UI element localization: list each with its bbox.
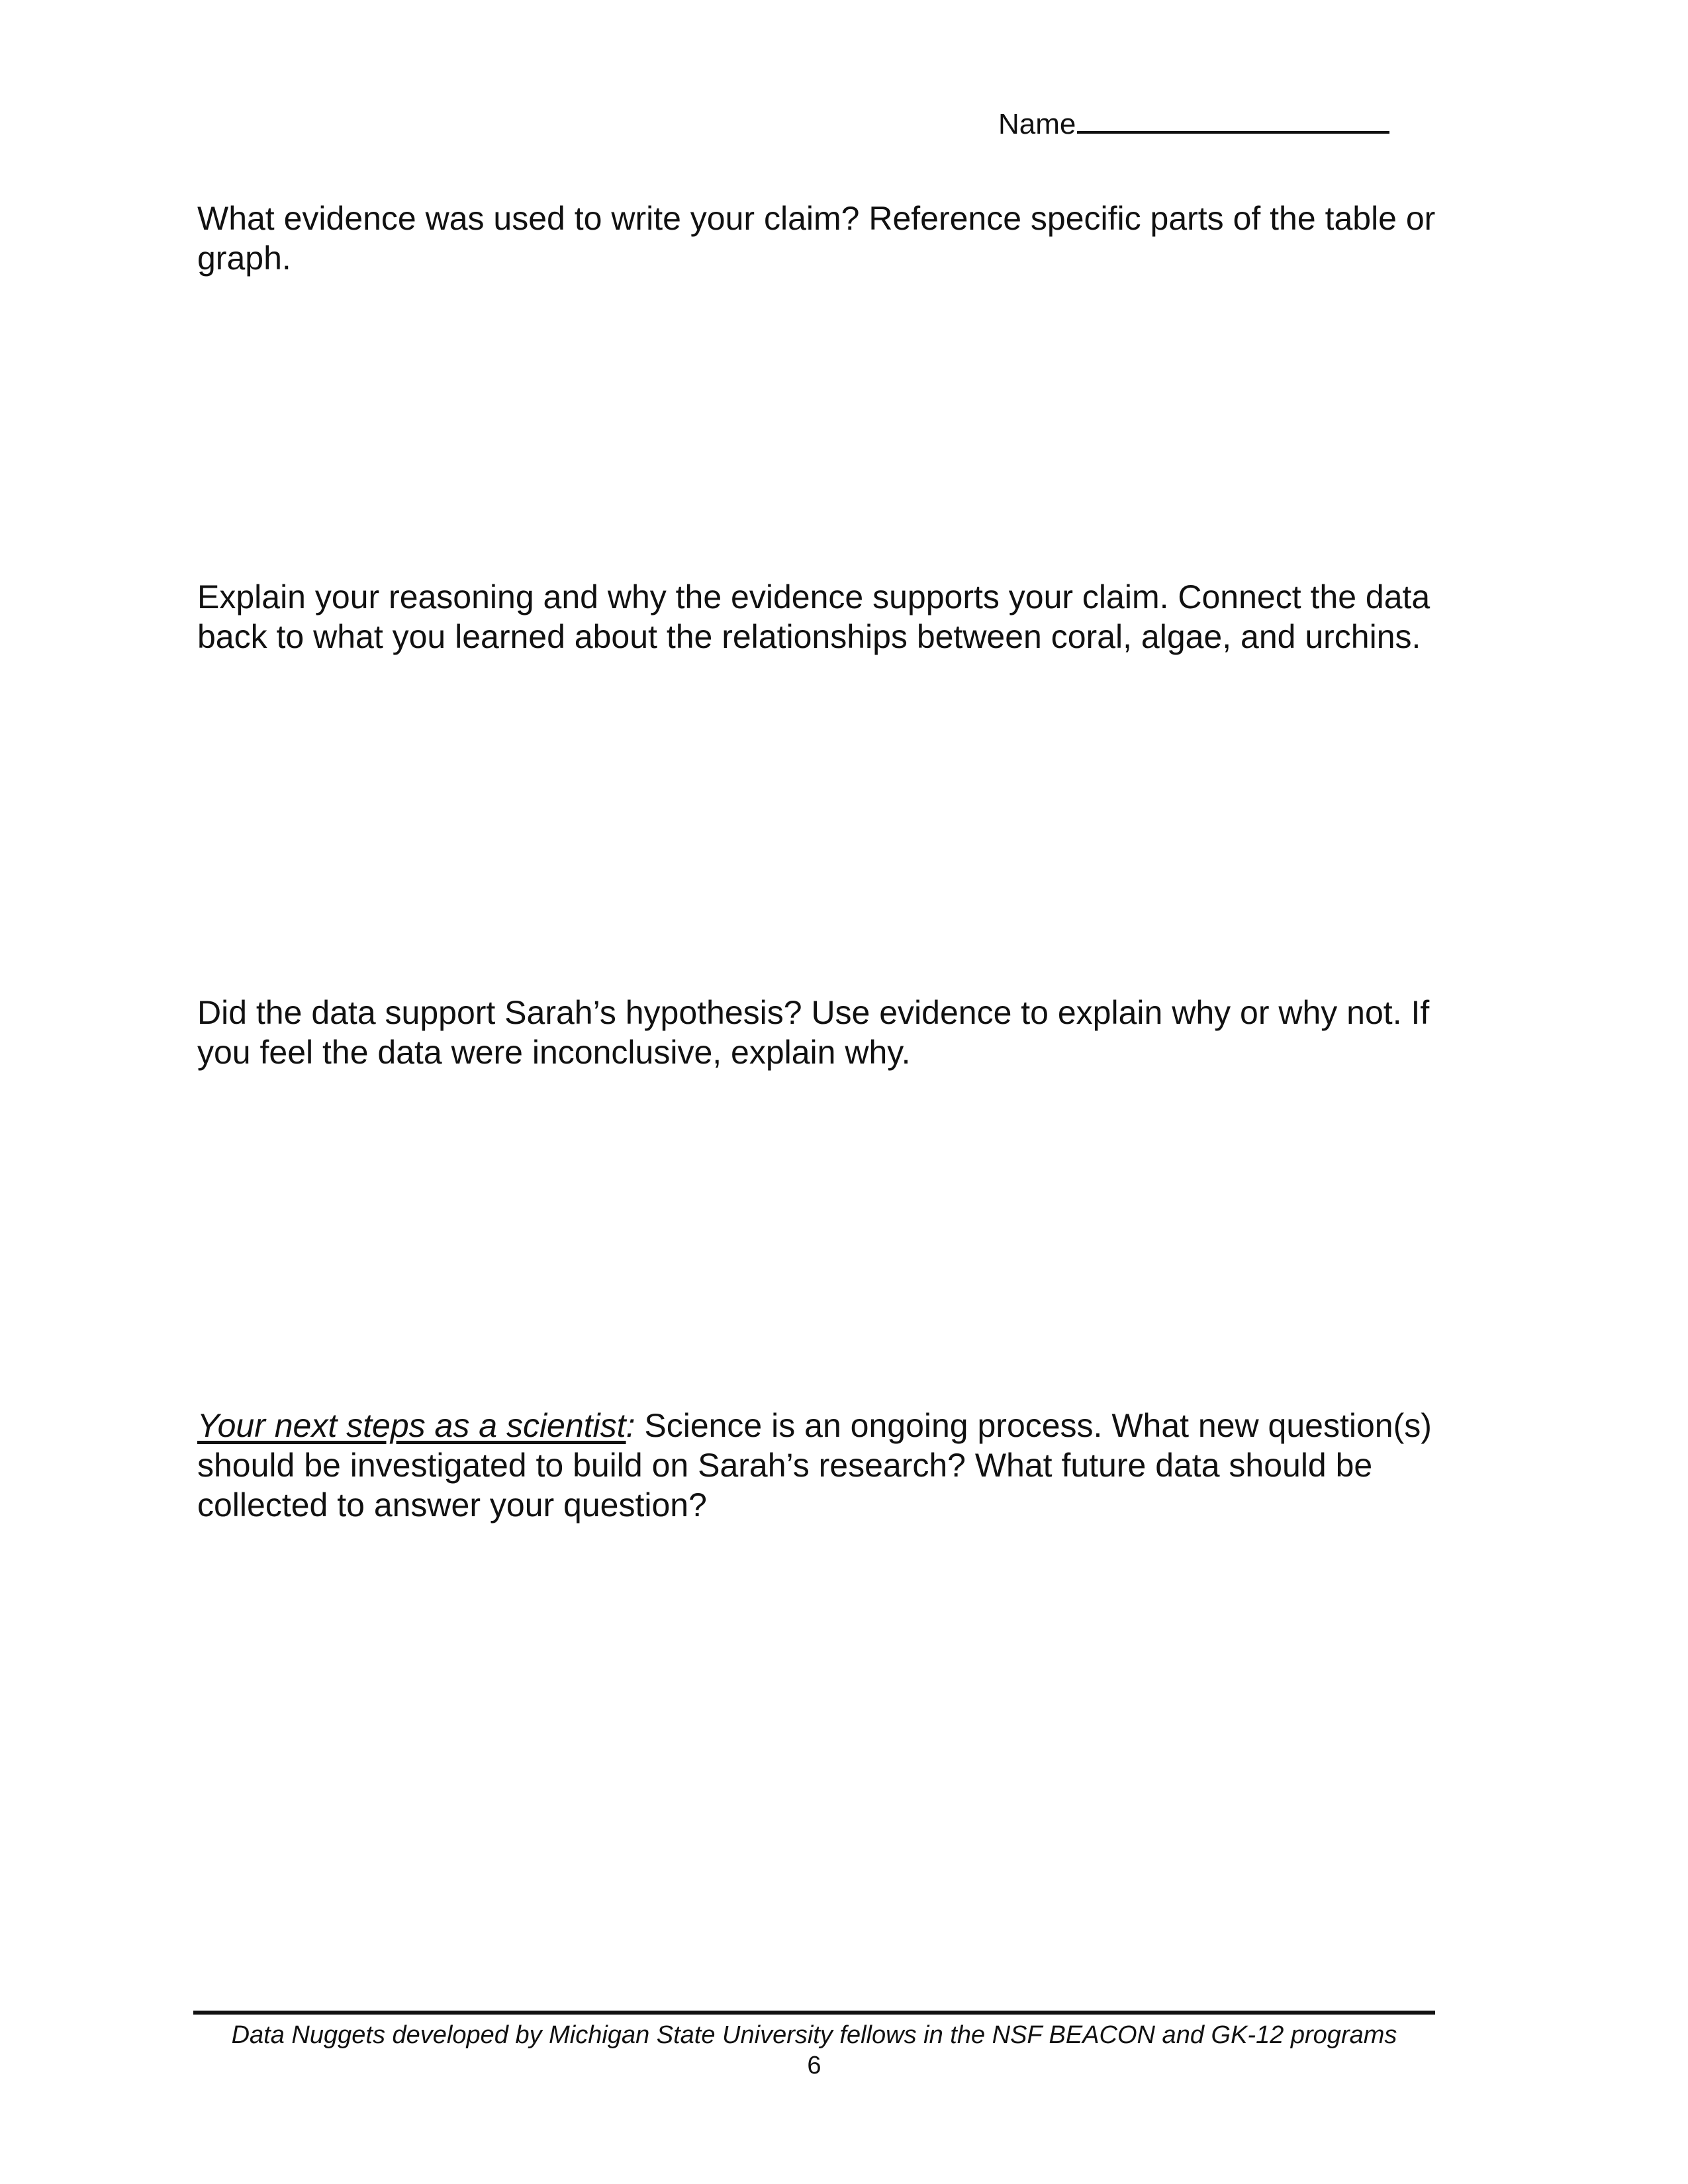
name-label: Name <box>998 108 1076 140</box>
reasoning-prompt: Explain your reasoning and why the evidence supports your claim. Connect the data back to what you learned about the relationships between coral, algae, and urchins. <box>197 578 1430 655</box>
page-number: 6 <box>807 2052 821 2079</box>
next-steps-colon: : <box>626 1407 635 1444</box>
next-steps-prompt <box>197 1406 1468 1525</box>
evidence-prompt: What evidence was used to write your claim? Reference specific parts of the table or graph. <box>197 200 1436 277</box>
footer-divider <box>193 2011 1435 2015</box>
name-blank-line[interactable] <box>1077 105 1389 134</box>
next-steps-heading: Your next steps as a scientist <box>197 1407 626 1444</box>
footer-credit: Data Nuggets developed by Michigan State University fellows in the NSF BEACON and GK-12 programs <box>231 2021 1397 2049</box>
hypothesis-prompt: Did the data support Sarah’s hypothesis? Use evidence to explain why or why not. If you feel the data were inconclusive, explain why. <box>197 994 1430 1071</box>
name-field <box>998 105 1389 142</box>
next-steps-text: Science is an ongoing process. What new question(s) should be investigated to build on Sarah’s research? What future data should be collected to answer your question? <box>197 1407 1432 1524</box>
